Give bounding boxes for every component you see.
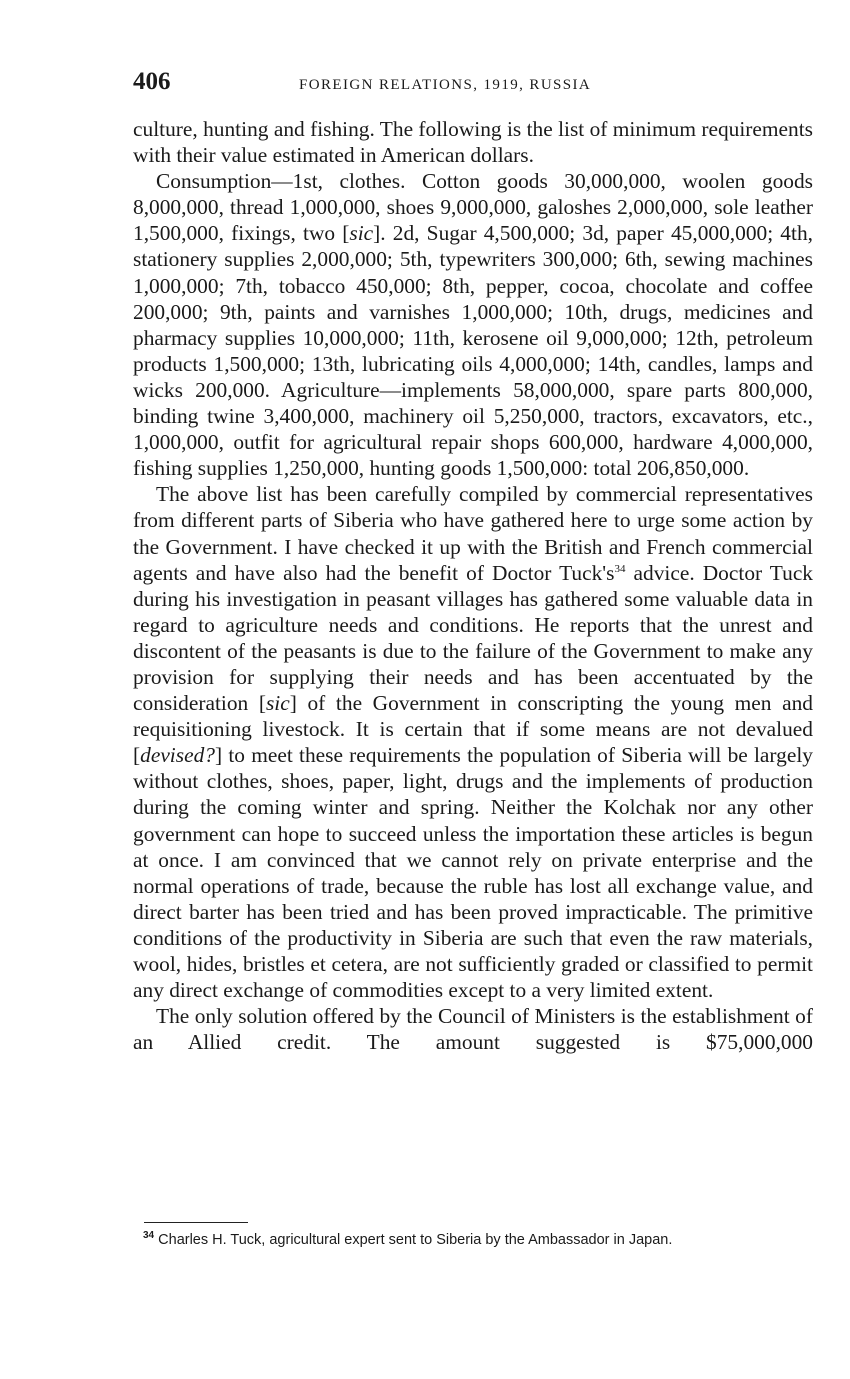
footnote <box>143 1231 813 1250</box>
footnote-marker: 34 <box>143 1230 155 1242</box>
paragraph-consumption-list: Consumption—1st, clothes. Cotton goods 30,000,000, woolen goods 8,000,000, thread 1,000,000, shoes 9,000,000, galoshes 2,000,000, sole leather 1,500,000, fixings, two [sic]. 2d, Sugar 4,500,000; 3d, paper 45,000,000; 4th, stationery supplies 2,000,000; 5th, typewriters 300,000; 6th, sewing machines 1,000,000; 7th, tobacco 450,000; 8th, pepper, cocoa, chocolate and coffee 200,000; 9th, paints and varnishes 1,000,000; 10th, drugs, medicines and pharmacy supplies 10,000,000; 11th, kerosene oil 9,000,000; 12th, petroleum products 1,500,000; 13th, lubricating oils 4,000,000; 14th, candles, lamps and wicks 200,000. Agriculture—implements 58,000,000, spare parts 800,000, binding twine 3,400,000, machinery oil 5,250,000, tractors, excavators, etc., 1,000,000, outfit for agricultural repair shops 600,000, hardware 4,000,000, fishing supplies 1,250,000, hunting goods 1,500,000: total 206,850,000. <box>133 169 813 481</box>
page-number: 406 <box>133 68 171 95</box>
footnote-divider <box>144 1222 248 1223</box>
body-text <box>133 116 813 1055</box>
paragraph-continued: culture, hunting and fishing. The following is the list of minimum requirements with their value estimated in American dollars. <box>133 117 813 168</box>
running-head-title: FOREIGN RELATIONS, 1919, RUSSIA <box>299 77 592 93</box>
paragraph-text-part1: The above list has been carefully compiled by commercial representatives from different parts of Siberia who have gathered here to urge some action by the Government. I have checked it up with the British and French commercial agents and have also had the benefit of Doctor Tuck's <box>133 482 813 585</box>
paragraph-allied-credit: The only solution offered by the Council of Ministers is the establishment of an Allied credit. The amount suggested is $75,000,000 <box>133 1004 813 1055</box>
running-head <box>133 68 813 102</box>
footnote-reference[interactable]: 34 <box>614 562 626 575</box>
paragraph-commercial-representatives <box>133 481 813 1003</box>
paragraph-text-part2: advice. Doctor Tuck during his investigation in peasant villages has gathered some valuable data in regard to agriculture needs and conditions. He reports that the unrest and discontent of the peasants is due to the failure of the Government to make any provision for supplying their needs and has been accentuated by the consideration [sic] of the Government in conscripting the young men and requisitioning livestock. It is certain that if some means are not devalued [devised?] to meet these requirements the population of Siberia will be largely without clothes, shoes, paper, light, drugs and the implements of production during the coming winter and spring. Neither the Kolchak nor any other government can hope to succeed unless the importation these articles is begun at once. I am convinced that we cannot rely on private enterprise and the normal operations of trade, because the ruble has lost all exchange value, and direct barter has been tried and has been proved impracticable. The primitive conditions of the productivity in Siberia are such that even the raw materials, wool, hides, bristles et cetera, are not sufficiently graded or classified to permit any direct exchange of commodities except to a very limited extent. <box>133 560 814 1003</box>
footnote-text: Charles H. Tuck, agricultural expert sent to Siberia by the Ambassador in Japan. <box>158 1232 673 1248</box>
